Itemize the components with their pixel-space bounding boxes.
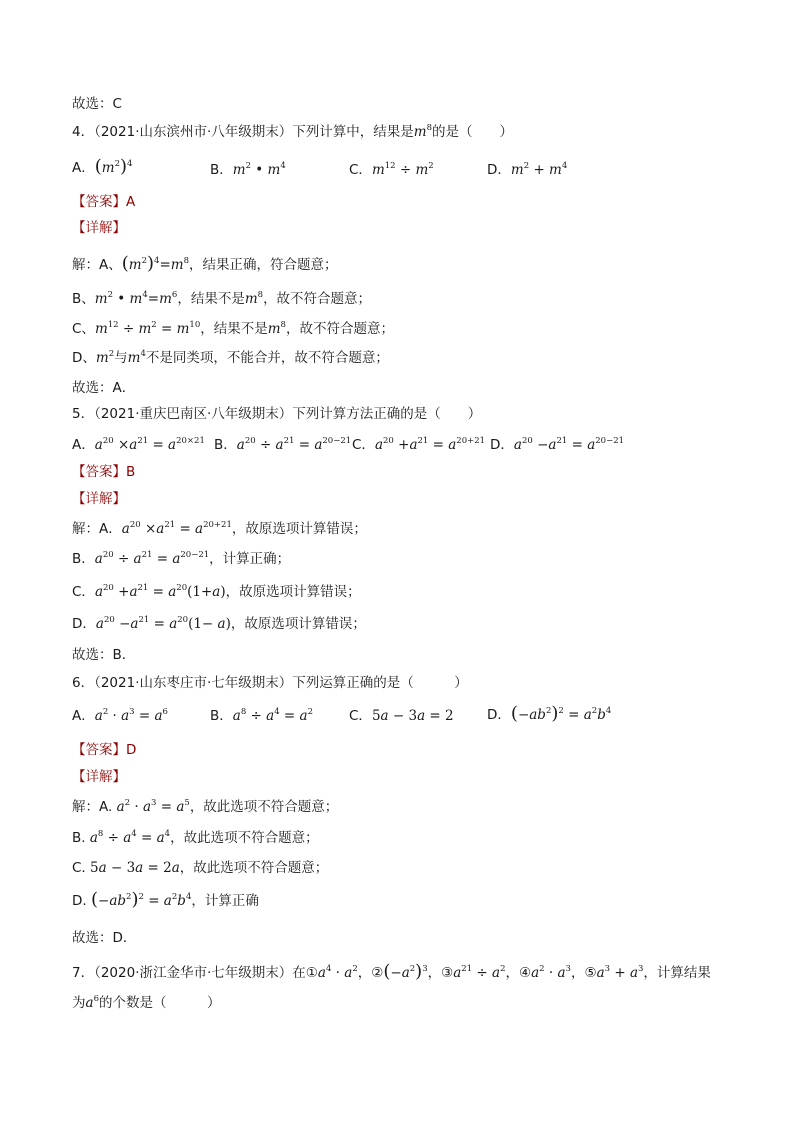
q5-solution-c: C．$a^{20} +a^{21} = a^{20}(1+a)$，故原选项计算错误；	[72, 583, 361, 600]
q6-solution-d: D. $(-ab^2)^2 = a^2b^4$，计算正确	[72, 889, 259, 910]
q5-option-a: A．$a^{20} \times a^{21} = a^{20\times 21}$	[72, 436, 205, 453]
q4-option-a: A．$(m^2)^4$	[72, 156, 133, 177]
q6-solution-a: 解：A. $a^2 \cdot a^3 = a^5$，故此选项不符合题意；	[72, 798, 339, 815]
q5-solution-b: B．$a^{20} \div a^{21} = a^{20-21}$，计算正确；	[72, 550, 291, 567]
q5-final: 故选：B．	[72, 647, 136, 663]
q5-solution-a: 解：A．$a^{20} \times a^{21} = a^{20+21}$，故原选项计算错误；	[72, 520, 367, 537]
q6-solution-b: B. $a^8 \div a^4 = a^4$，故此选项不符合题意；	[72, 829, 319, 846]
q6-final: 故选：D．	[72, 930, 137, 946]
q4-solution-d: D、$m^2$与$m^4$不是同类项，不能合并，故不符合题意；	[72, 349, 389, 366]
q6-option-d: D．$(-ab^2)^2 = a^2b^4$	[487, 703, 612, 724]
q4-option-b: B．$m^2$ • $m^4$	[210, 161, 286, 178]
q4-solution-c: C、$m^{12} \div m^2 = m^{10}$，结果不是$m^8$，故不符合题意；	[72, 320, 394, 337]
q6-option-b: B．$a^8 \div a^4 = a^2$	[210, 707, 313, 724]
q4-solution-a: 解：A、$(m^2)^4=m^8$，结果正确，符合题意；	[72, 253, 338, 274]
q4-option-d: D．$m^2 + m^4$	[487, 161, 568, 178]
q6-answer: 【答案】D	[72, 742, 137, 758]
q7-stem-line1: 7．（2020·浙江金华市·七年级期末）在$①a^4 \cdot a^2$，$②(-a^2)^3$，$③a^{21} \div a^2$，$④a^2 \cdot a^3$，$⑤a^3 + a^3$，计算结果	[72, 961, 711, 982]
q4-stem: 4．（2021·山东滨州市·八年级期末）下列计算中，结果是$m^8$的是（ ）	[72, 123, 514, 140]
q6-solution-c: C. 5a − 3a = 2a，故此选项不符合题意；	[72, 860, 329, 876]
q5-option-c: C．$a^{20} +a^{21} = a^{20+21}$	[352, 436, 486, 453]
q4-detail-heading: 【详解】	[72, 220, 126, 236]
q6-detail-heading: 【详解】	[72, 769, 126, 785]
q5-answer: 【答案】B	[72, 464, 136, 480]
q6-option-a: A．$a^2 \cdot a^3 = a^6$	[72, 707, 168, 724]
q5-option-b: B．$a^{20} \div a^{21} = a^{20-21}$	[214, 436, 352, 453]
q4-final: 故选：A．	[72, 380, 136, 396]
q6-stem: 6．（2021·山东枣庄市·七年级期末）下列运算正确的是（ ）	[72, 675, 468, 691]
previous-answer-conclusion: 故选：C	[72, 96, 122, 112]
q6-option-c: C．5a − 3a = 2	[349, 708, 454, 724]
q7-stem-line2: 为$a^6$的个数是（ ）	[72, 994, 221, 1011]
q5-stem: 5．（2021·重庆巴南区·八年级期末）下列计算方法正确的是（ ）	[72, 406, 482, 422]
q4-answer: 【答案】A	[72, 194, 136, 210]
q4-solution-b: B、$m^2$ • $m^4=m^6$，结果不是$m^8$，故不符合题意；	[72, 290, 372, 307]
q5-option-d: D．$a^{20} -a^{21} = a^{20-21}$	[490, 436, 625, 453]
q4-option-c: C．$m^{12} \div m^2$	[349, 161, 434, 178]
q5-detail-heading: 【详解】	[72, 491, 126, 507]
q5-solution-d: D．$a^{20} -a^{21} = a^{20}(1- a)$，故原选项计算错误；	[72, 615, 366, 632]
